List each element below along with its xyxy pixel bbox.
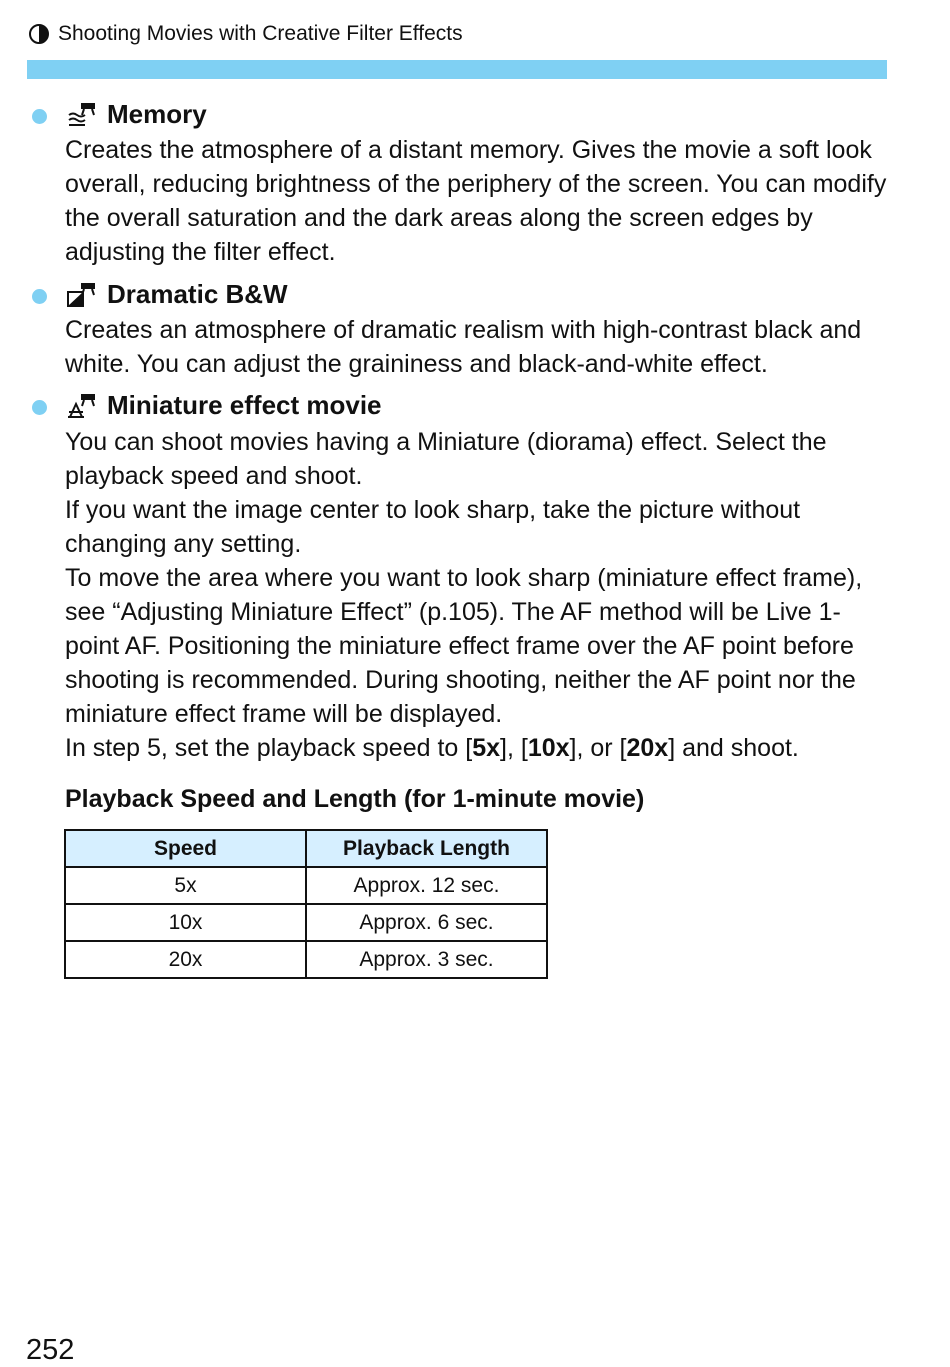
section-title-dramatic-bw: Dramatic B&W xyxy=(107,279,288,309)
speed-10x: 10x xyxy=(527,734,570,762)
section-title-memory: Memory xyxy=(107,99,207,129)
header-bar xyxy=(27,60,887,79)
creative-filter-icon xyxy=(28,23,50,45)
section-heading-memory xyxy=(65,99,207,130)
speed-20x: 20x xyxy=(626,734,669,762)
memory-filter-icon xyxy=(65,101,97,129)
paragraph: Creates the atmosphere of a distant memory. Gives the movie a soft look overall, reducing brightness of the periphery of the screen. You can modify the overall saturation and the dark areas along the screen edges by adjusting the filter effect. xyxy=(65,136,887,266)
bullet-dramatic-bw xyxy=(32,289,47,304)
speed-5x: 5x xyxy=(472,734,501,762)
page-header xyxy=(28,22,463,46)
paragraph: Creates an atmosphere of dramatic realism with high-contrast black and white. You can adjust the graininess and black-and-white effect. xyxy=(65,316,862,378)
section-body-memory xyxy=(65,133,895,269)
paragraph: You can shoot movies having a Miniature (diorama) effect. Select the playback speed and shoot. xyxy=(65,428,827,490)
paragraph: If you want the image center to look sharp, take the picture without changing any setting. xyxy=(65,496,801,558)
table-cell: 10x xyxy=(65,904,306,941)
step-prefix: In step 5, set the playback speed to [ xyxy=(65,734,473,762)
table-cell: Approx. 12 sec. xyxy=(306,867,547,904)
table-cell: 20x xyxy=(65,941,306,978)
section-heading-miniature xyxy=(65,390,382,421)
section-body-dramatic-bw xyxy=(65,313,895,381)
section-heading-dramatic-bw xyxy=(65,279,288,310)
table-title: Playback Speed and Length (for 1-minute movie) xyxy=(65,785,645,813)
step-separator: ], or [ xyxy=(569,734,627,762)
table-header-row xyxy=(65,830,547,867)
step-separator: ], [ xyxy=(500,734,528,762)
miniature-filter-icon xyxy=(65,392,97,420)
table-cell: Approx. 6 sec. xyxy=(306,904,547,941)
step-suffix: ] and shoot. xyxy=(668,734,799,762)
table-row xyxy=(65,941,547,978)
section-title-miniature: Miniature effect movie xyxy=(107,390,382,420)
header-title: Shooting Movies with Creative Filter Effects xyxy=(58,22,463,45)
dramatic-bw-filter-icon xyxy=(65,281,97,309)
column-header-playback-length: Playback Length xyxy=(306,830,547,867)
section-body-miniature xyxy=(65,425,895,765)
bullet-miniature xyxy=(32,400,47,415)
paragraph: To move the area where you want to look sharp (miniature effect frame), see “Adjusting Miniature Effect” (p.105). The AF method will be Live 1-point AF. Positioning the miniature effect frame over the AF point before shooting is recommended. During shooting, neither the AF point nor the miniature effect frame will be displayed. xyxy=(65,564,863,728)
step-line xyxy=(65,731,895,765)
bullet-memory xyxy=(32,109,47,124)
table-row xyxy=(65,867,547,904)
table-cell: 5x xyxy=(65,867,306,904)
column-header-speed: Speed xyxy=(65,830,306,867)
playback-table xyxy=(64,829,548,979)
table-cell: Approx. 3 sec. xyxy=(306,941,547,978)
table-row xyxy=(65,904,547,941)
page-number: 252 xyxy=(26,1334,75,1366)
